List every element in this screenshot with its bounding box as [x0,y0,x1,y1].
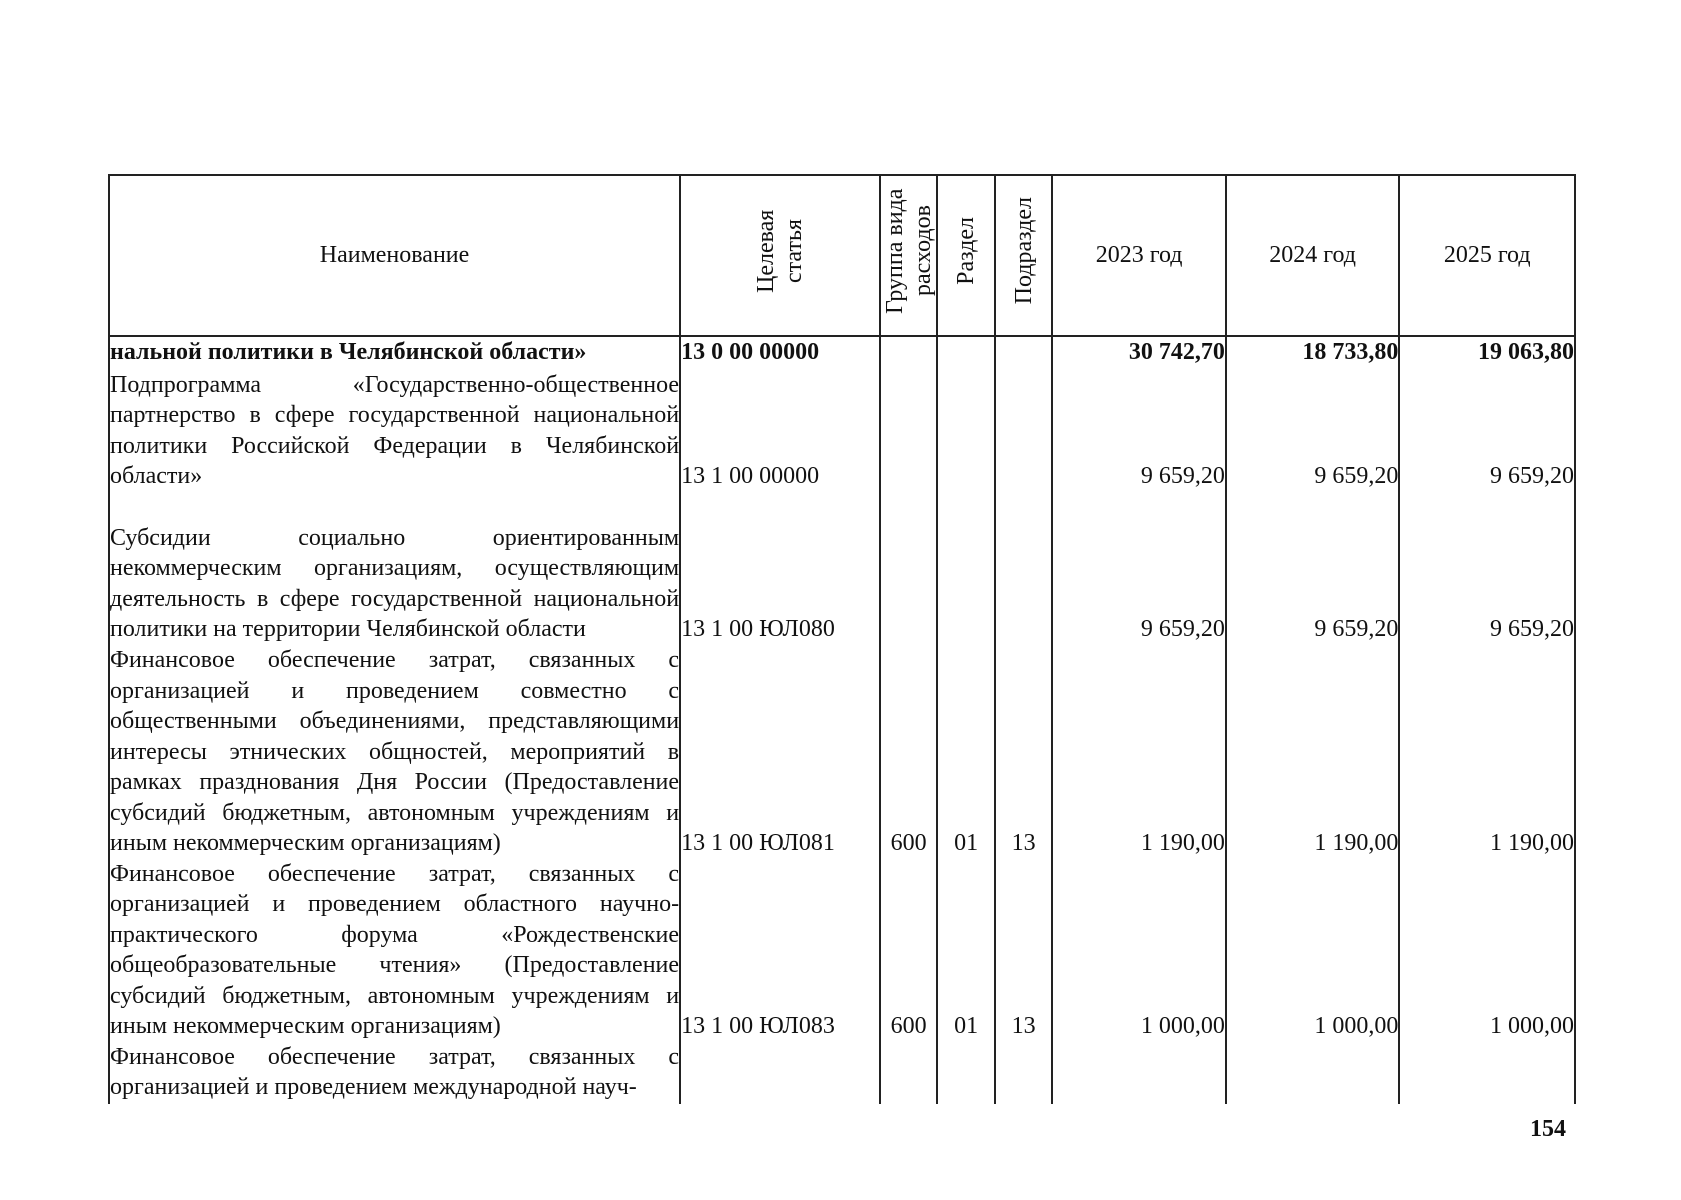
table-row [109,492,1575,645]
row-section: 01 [937,859,995,1042]
row-2023: 1 000,00 [1052,859,1226,1042]
row-2025: 1 000,00 [1399,859,1575,1042]
row-code: 13 0 00 00000 [680,336,880,370]
row-2024: 18 733,80 [1226,336,1400,370]
row-name: Финансовое обеспечение затрат, связанных с организацией и проведением совместно с общественными объединениями, представляющими интересы этнических общностей, мероприятий в рамках празднования Дня России (Предоставление субсидий бюджетным, автономным учреждениям и иным некоммерческим организациям) [109,645,680,859]
row-2023: 9 659,20 [1052,370,1226,492]
row-group [880,1042,938,1104]
row-2023: 1 190,00 [1052,645,1226,859]
row-group [880,370,938,492]
row-code: 13 1 00 00000 [680,370,880,492]
row-subsection [995,1042,1053,1104]
header-row [109,175,1575,336]
row-group [880,492,938,645]
row-2025: 9 659,20 [1399,492,1575,645]
row-name: нальной политики в Челябинской области» [109,336,680,370]
header-subsection: Подраздел [995,175,1053,336]
row-code [680,1042,880,1104]
table-row [109,370,1575,492]
table-row [109,336,1575,370]
row-2024: 1 190,00 [1226,645,1400,859]
table-row [109,1042,1575,1104]
row-2024: 1 000,00 [1226,859,1400,1042]
row-subsection: 13 [995,645,1053,859]
row-group: 600 [880,645,938,859]
row-code: 13 1 00 ЮЛ083 [680,859,880,1042]
row-code: 13 1 00 ЮЛ080 [680,492,880,645]
row-subsection: 13 [995,859,1053,1042]
row-section: 01 [937,645,995,859]
table-row [109,859,1575,1042]
header-name: Наименование [109,175,680,336]
row-group [880,336,938,370]
row-section [937,1042,995,1104]
row-code: 13 1 00 ЮЛ081 [680,645,880,859]
header-2024: 2024 год [1226,175,1400,336]
header-2023: 2023 год [1052,175,1226,336]
row-subsection [995,336,1053,370]
header-group: Группа вида расходов [880,175,938,336]
row-2023: 30 742,70 [1052,336,1226,370]
header-target: Целевая статья [680,175,880,336]
row-subsection [995,370,1053,492]
row-2025: 1 190,00 [1399,645,1575,859]
row-2023: 9 659,20 [1052,492,1226,645]
row-section [937,370,995,492]
row-group: 600 [880,859,938,1042]
page-number: 154 [1530,1116,1566,1142]
row-name: Подпрограмма «Государственно-общественное партнерство в сфере государственной национальной политики Российской Федерации в Челябинской области» [109,370,680,492]
row-section [937,336,995,370]
row-2025 [1399,1042,1575,1104]
row-section [937,492,995,645]
table-row [109,645,1575,859]
row-name: Финансовое обеспечение затрат, связанных с организацией и проведением областного научно-практического форума «Рождественские общеобразовательные чтения» (Предоставление субсидий бюджетным, автономным учреждениям и иным некоммерческим организациям) [109,859,680,1042]
row-2023 [1052,1042,1226,1104]
row-2024: 9 659,20 [1226,370,1400,492]
budget-table [108,174,1576,1104]
header-section: Раздел [937,175,995,336]
row-2024: 9 659,20 [1226,492,1400,645]
header-2025: 2025 год [1399,175,1575,336]
row-name: Субсидии социально ориентированным некоммерческим организациям, осуществляющим деятельность в сфере государственной национальной политики на территории Челябинской области [109,492,680,645]
row-subsection [995,492,1053,645]
row-name: Финансовое обеспечение затрат, связанных с организацией и проведением международной науч- [109,1042,680,1104]
row-2025: 19 063,80 [1399,336,1575,370]
row-2025: 9 659,20 [1399,370,1575,492]
row-2024 [1226,1042,1400,1104]
